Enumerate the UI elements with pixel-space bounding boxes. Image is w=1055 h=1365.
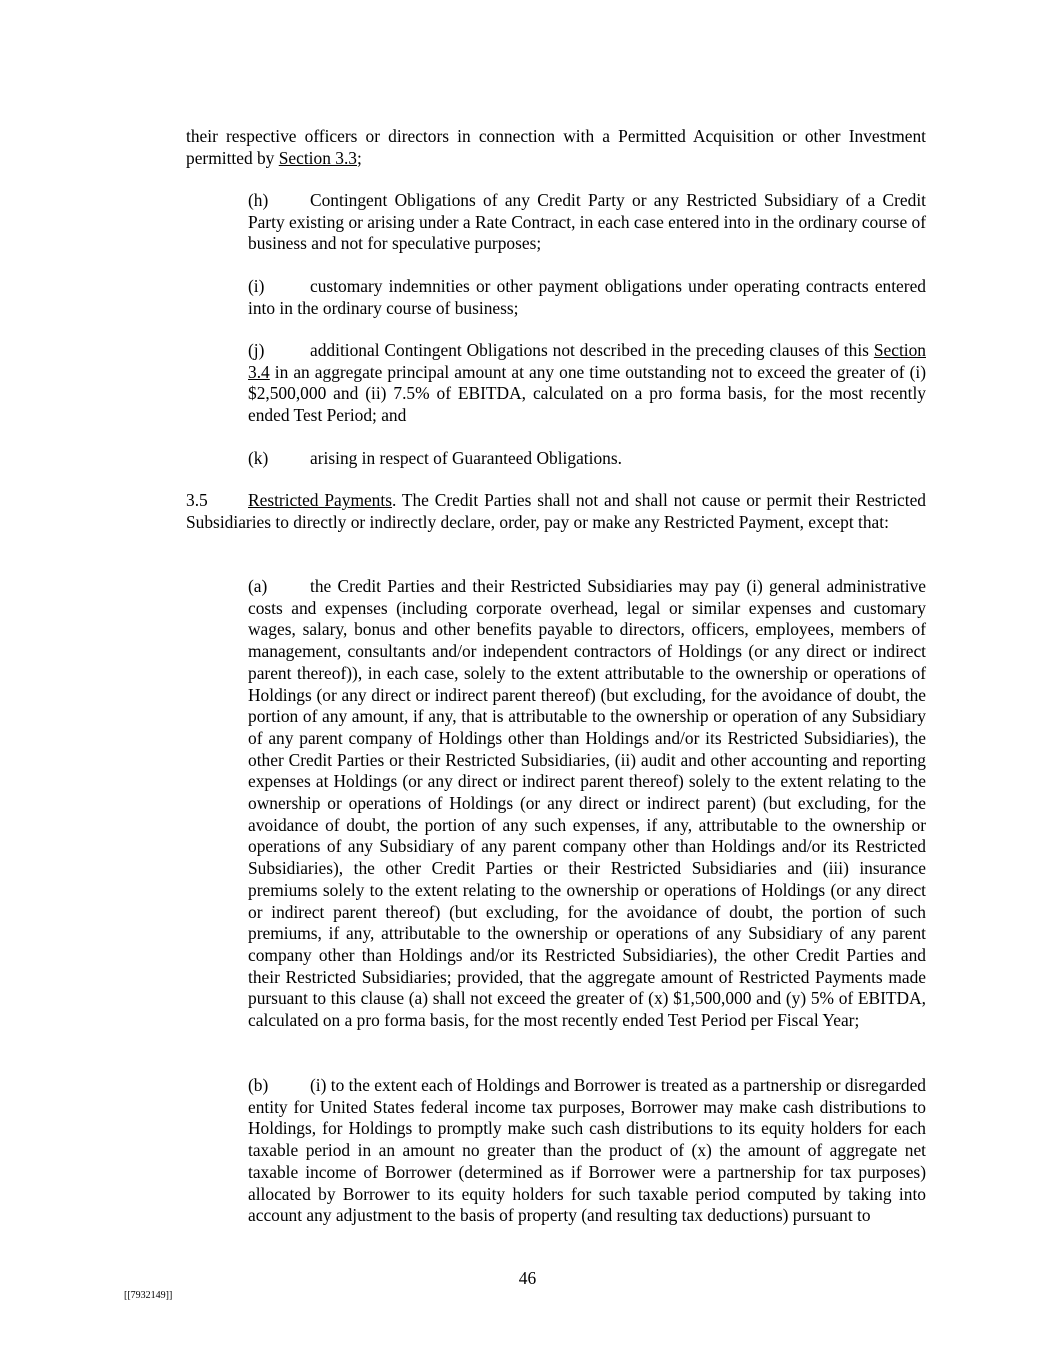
clause-label: (a) bbox=[248, 576, 268, 596]
page-number: 46 bbox=[518, 1268, 537, 1288]
paragraph-continuation bbox=[186, 126, 926, 169]
clause-label: (h) bbox=[248, 190, 269, 210]
clause-text: arising in respect of Guaranteed Obligations. bbox=[310, 448, 622, 468]
section-number: 3.5 bbox=[186, 490, 208, 510]
clause-text: Contingent Obligations of any Credit Party or any Restricted Subsidiary of a Credit Party existing or arising under a Rate Contract, in each case entered into in the ordinary course of business and not for speculative purposes; bbox=[248, 190, 927, 254]
clause-text: (i) to the extent each of Holdings and Borrower is treated as a partnership or disregarded entity for United States federal income tax purposes, Borrower may make cash distributions to Holdings, for Holdings to promptly make such cash distributions to its equity holders for each taxable period in an amount no greater than the product of (x) the amount of aggregate net taxable income of Borrower (determined as if Borrower were a partnership for tax purposes) allocated by Borrower to its equity holders for such taxable period computed by taking into account any adjustment to the basis of property (and resulting tax deductions) pursuant to bbox=[248, 1075, 926, 1226]
section-reference: Section 3.3 bbox=[278, 147, 357, 168]
clause-j bbox=[186, 340, 926, 427]
clause-label: (i) bbox=[248, 276, 265, 296]
clause-h bbox=[186, 190, 926, 255]
clause-text-end: in an aggregate principal amount at any one time outstanding not to exceed the greater of (i) $2,500,000 and (ii) 7.5% of EBITDA, calculated on a pro forma basis, for the most recently ended Test Period; and bbox=[248, 361, 926, 426]
clause-text: the Credit Parties and their Restricted Subsidiaries may pay (i) general administrative costs and expenses (including corporate overhead, legal or similar expenses and customary wages, salary, bonus and other benefits payable to directors, officers, employees, members of management, consultants and/or independent contractors of Holdings (or any direct or indirect parent thereof)), in each case, solely to the extent attributable to the ownership or operations of Holdings (or any direct or indirect parent thereof) (but excluding, for the avoidance of doubt, the portion of any amount, if any, that is attributable to the ownership or operation of any Subsidiary of any parent company of Holdings other than Holdings and/or its Restricted Subsidiaries), the other Credit Parties or their Restricted Subsidiaries, (ii) audit and other accounting and reporting expenses at Holdings (or any direct or indirect parent thereof) solely to the extent relating to the ownership or operations of Holdings (or any direct or indirect parent) (but excluding, for the avoidance of doubt, the portion of any such expenses, if any, attributable to the ownership or operations of any Subsidiary of any parent company other than Holdings and/or its Restricted Subsidiaries), the other Credit Parties or their Restricted Subsidiaries and (iii) insurance premiums solely to the extent relating to the ownership or operations of Holdings (or any direct or indirect parent thereof) (but excluding, for the avoidance of doubt, the portion of such premiums, if any, attributable to the ownership or operations of any Subsidiary of any parent company other than Holdings and/or its Restricted Subsidiaries), the other Credit Parties and their Restricted Subsidiaries; provided, that the aggregate amount of Restricted Payments made pursuant to this clause (a) shall not exceed the greater of (x) $1,500,000 and (y) 5% of EBITDA, calculated on a pro forma basis, for the most recently ended Test Period per Fiscal Year; bbox=[248, 576, 926, 1031]
section-reference: Section 3.4 bbox=[248, 340, 926, 382]
clause-label: (b) bbox=[248, 1075, 269, 1095]
paragraph-text-end: ; bbox=[356, 147, 362, 168]
clause-text: customary indemnities or other payment obligations under operating contracts entered into in the ordinary course of business; bbox=[248, 276, 926, 318]
clause-i bbox=[186, 276, 926, 319]
section-heading: Restricted Payments bbox=[248, 490, 392, 510]
clause-label: (j) bbox=[248, 340, 265, 360]
section-3-5 bbox=[124, 490, 926, 533]
clause-b bbox=[186, 1075, 926, 1227]
clause-k bbox=[186, 448, 926, 470]
clause-a bbox=[186, 576, 926, 1032]
paragraph-text: their respective officers or directors in connection with a Permitted Acquisition or other Investment permitted by bbox=[186, 126, 926, 168]
document-id: [[7932149]] bbox=[124, 1290, 173, 1301]
section-text: . The Credit Parties shall not and shall not cause or permit their Restricted Subsidiaries to directly or indirectly declare, order, pay or make any Restricted Payment, except that: bbox=[186, 490, 926, 532]
clause-text: additional Contingent Obligations not described in the preceding clauses of this bbox=[310, 340, 874, 360]
clause-label: (k) bbox=[248, 448, 269, 468]
